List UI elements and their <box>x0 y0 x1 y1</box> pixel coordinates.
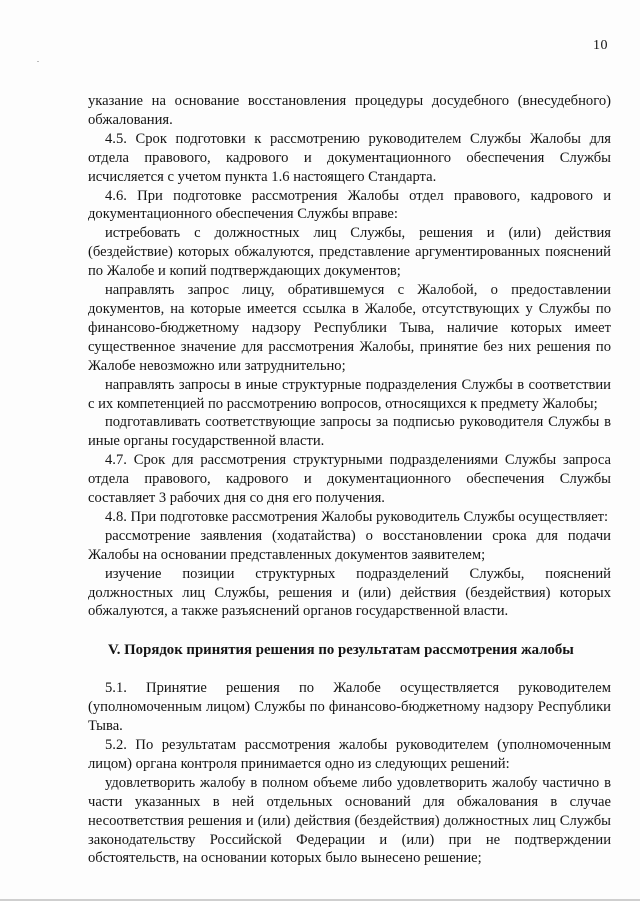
page-number: 10 <box>593 38 608 53</box>
paragraph-4-6-item-2: направлять запрос лицу, обратившемуся с Жалобой, о предоставлении документов, на которые имеется ссылка в Жалобе, отсутствующих у Службы по финансово-бюджетному надзору Республики Тыва, наличие которых имеет существенное значение для рассмотрения Жалобы, принятие без них решения по Жалобе невозможно или затруднительно; <box>88 282 611 374</box>
paragraph-4-8-item-1: рассмотрение заявления (ходатайства) о восстановлении срока для подачи Жалобы на основании представленных документов заявителем; <box>88 527 611 563</box>
paragraph-4-6-item-4: подготавливать соответствующие запросы за подписью руководителя Службы в иные органы государственной власти. <box>88 414 611 450</box>
section-heading: V. Порядок принятия решения по результатам рассмотрения жалобы <box>108 642 574 659</box>
paragraph-5-2: 5.2. По результатам рассмотрения жалобы руководителем (уполномоченным лицом) органа контроля принимается одно из следующих решений: <box>88 737 611 772</box>
paragraph-4-5: 4.5. Срок подготовки к рассмотрению руководителем Службы Жалобы для отдела правового, кадрового и документационного обеспечения Службы исчисляется с учетом пункта 1.6 настоящего Стандарта. <box>88 130 611 185</box>
document-body <box>88 92 611 868</box>
paragraph-continuation: указание на основание восстановления процедуры досудебного (внесудебного) обжалования. <box>88 93 611 128</box>
paragraph-5-1: 5.1. Принятие решения по Жалобе осуществляется руководителем (уполномоченным лицом) Службы по финансово-бюджетному надзору Республики Тыва. <box>88 680 611 735</box>
paragraph-4-6-item-1: истребовать с должностных лиц Службы, решения и (или) действия (бездействие) которых обжалуются, представление аргументированных пояснений по Жалобе и копий подтверждающих документов; <box>88 225 611 280</box>
paragraph-5-2-item-1: удовлетворить жалобу в полном объеме либо удовлетворить жалобу частично в части указанных в ней отдельных оснований для обжалования в случае несоответствия решения и (или) действия (бездействия) должностных лиц Службы законодательству Российской Федерации и (или) при не подтверждении обстоятельств, на основании которых было вынесено решение; <box>88 774 611 867</box>
paragraph-4-6-item-3: направлять запросы в иные структурные подразделения Службы в соответствии с их компетенцией по рассмотрению вопросов, относящихся к предмету Жалобы; <box>88 376 611 412</box>
scan-speck <box>37 61 39 62</box>
paragraph-4-6: 4.6. При подготовке рассмотрения Жалобы отдел правового, кадрового и документационного обеспечения Службы вправе: <box>88 187 611 223</box>
paragraph-4-8-item-2: изучение позиции структурных подразделений Службы, пояснений должностных лиц Службы, решения и (или) действия (бездействия) которых обжалуются, а также разъяснений органов государственной власти. <box>88 565 611 620</box>
paragraph-4-8: 4.8. При подготовке рассмотрения Жалобы руководитель Службы осуществляет: <box>105 508 609 525</box>
paragraph-4-7: 4.7. Срок для рассмотрения структурными подразделениями Службы запроса отдела правового, кадрового и документационного обеспечения Службы составляет 3 рабочих дня со дня его получения. <box>88 452 611 507</box>
